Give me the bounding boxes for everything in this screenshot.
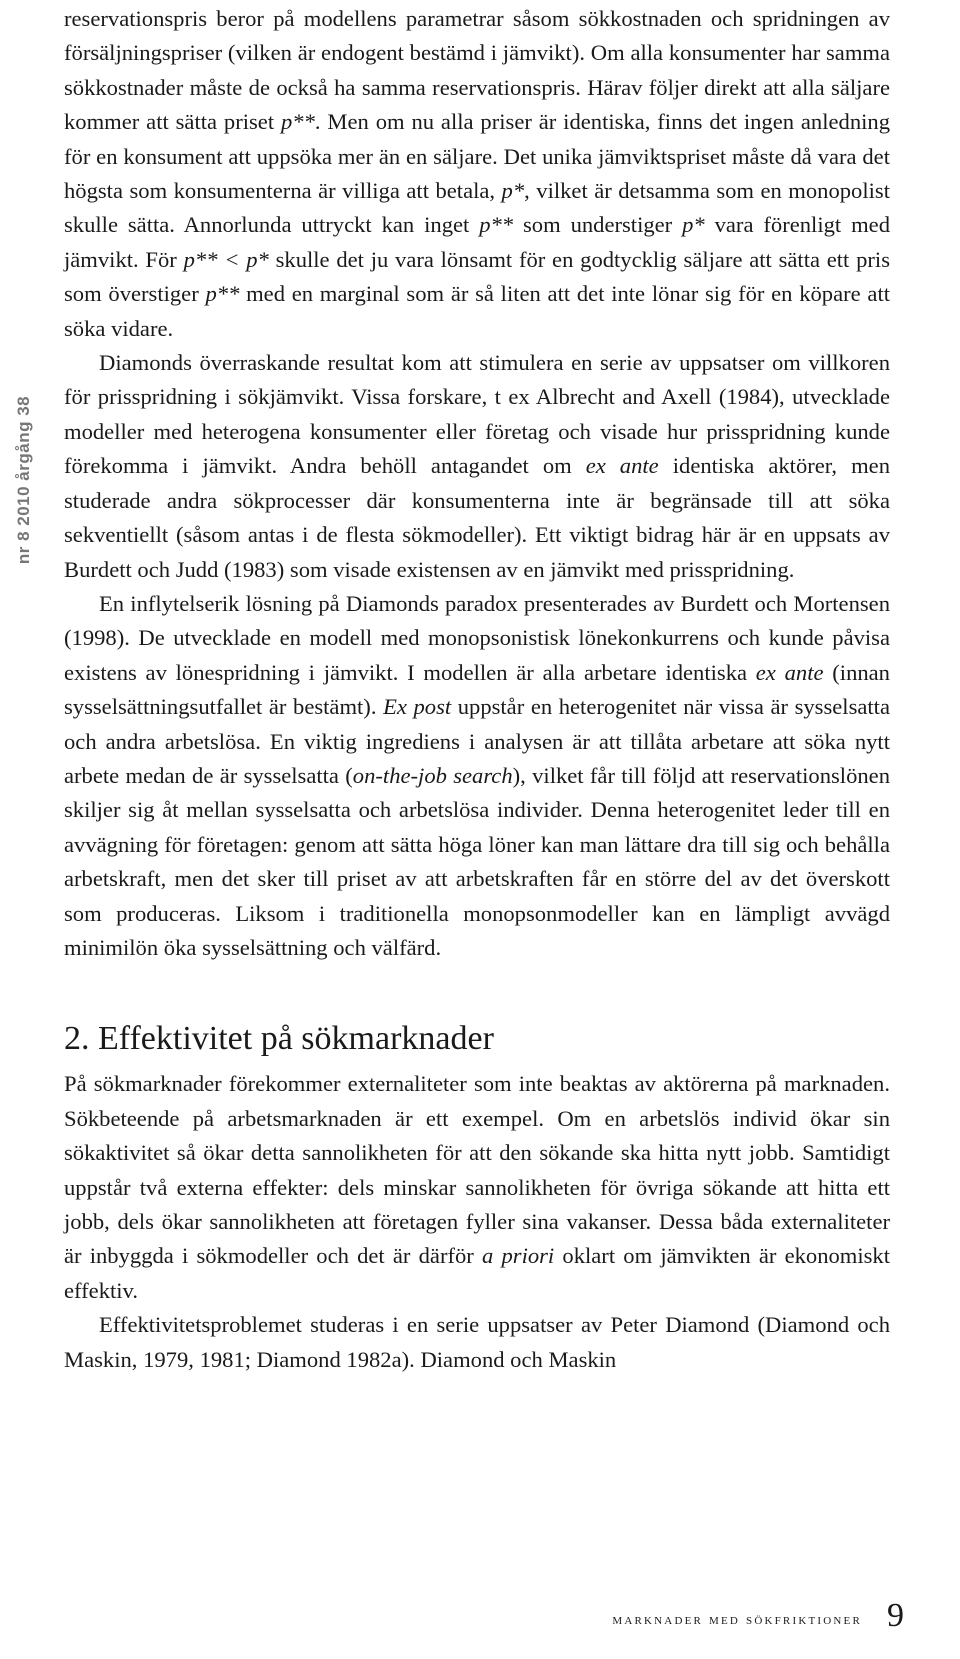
italic-term: a priori xyxy=(482,1243,555,1269)
paragraph-4: På sökmarknader förekommer externaliteter som inte beaktas av aktörerna på marknaden. Sökbeteende på arbetsmarknaden är ett exempel. Om en arbetslös individ ökar sin sökaktivitet så ökar detta sannolikheten för att den sökande ska hitta nytt jobb. Samtidigt uppstår två externa effekter: dels minskar sannolikheten för övriga sökande att hitta ett jobb, dels ökar sannolikheten att företagen fyller sina vakanser. Dessa båda externaliteter är inbyggda i sökmodeller och det är därför a priori oklart om jämvikten är ekonomiskt effektiv. xyxy=(64,1071,891,1303)
article-body xyxy=(64,2,890,1377)
math-term: p** < p* xyxy=(183,246,269,272)
math-term: p** xyxy=(281,109,315,135)
math-term: p** xyxy=(479,212,514,238)
paragraph-2: Diamonds överraskande resultat kom att stimulera en serie av uppsatser om villkoren för prisspridning i sökjämvikt. Vissa forskare, t ex Albrecht and Axell (1984), utvecklade modeller med heterogena konsumenter eller företag och visade hur prisspridning kunde förekomma i jämvikt. Andra behöll antagandet om ex ante identiska aktörer, men studerade andra sökprocesser där konsumenterna inte är begränsade till att söka sekventiellt (såsom antas i de flesta sökmodeller). Ett viktigt bidrag här är en uppsats av Burdett och Judd (1983) som visade existensen av en jämvikt med prisspridning. xyxy=(64,350,890,582)
page-number: 9 xyxy=(887,1597,904,1634)
italic-term: ex ante xyxy=(755,659,824,685)
math-term: p** xyxy=(205,281,240,307)
italic-term: ex ante xyxy=(585,453,659,479)
paragraph-1: reservationspris beror på modellens parametrar såsom sökkostnaden och spridningen av försäljningspriser (vilken är endogent bestämd i jämvikt). Om alla konsumenter har samma sökkostnader måste de också ha samma reservationspris. Härav följer direkt att alla säljare kommer att sätta priset p**. Men om nu alla priser är identiska, finns det ingen anledning för en konsument att uppsöka mer än en säljare. Det unika jämviktspriset måste då vara det högsta som konsumenterna är villiga att betala, p*, vilket är detsamma som en monopolist skulle sätta. Annorlunda uttryckt kan inget p** som understiger p* vara förenligt med jämvikt. För p** < p* skulle det ju vara lönsamt för en godtycklig säljare att sätta ett pris som överstiger p** med en marginal som är så liten att det inte lönar sig för en köpare att söka vidare. xyxy=(64,6,891,341)
paragraph-5: Effektivitetsproblemet studeras i en serie uppsatser av Peter Diamond (Diamond och Maskin, 1979, 1981; Diamond 1982a). Diamond och Maskin xyxy=(64,1312,890,1372)
italic-term: on-the-job search xyxy=(352,762,513,788)
italic-term: Ex post xyxy=(383,694,452,720)
journal-issue-label: nr 8 2010 årgång 38 xyxy=(14,395,33,565)
math-term: p* xyxy=(682,212,705,238)
math-term: p* xyxy=(501,178,525,204)
paragraph-3: En inflytelserik lösning på Diamonds paradox presenterades av Burdett och Mortensen (1998). De utvecklade en modell med monopsonistisk lönekonkurrens och kunde påvisa existens av lönespridning i jämvikt. I modellen är alla arbetare identiska ex ante (innan sysselsättningsutfallet är bestämt). Ex post uppstår en heterogenitet när vissa är sysselsatta och andra arbetslösa. En viktig ingrediens i analysen är att tillåta arbetare att söka nytt arbete medan de är sysselsatta (on-the-job search), vilket får till följd att reservationslönen skiljer sig åt mellan sysselsatta och arbetslösa individer. Denna heterogenitet leder till en avvägning för företagen: genom att sätta höga löner kan man lättare dra till sig och behålla arbetskraft, men det sker till priset av att arbetskraften får en större del av det överskott som produceras. Liksom i traditionella monopsonmodeller kan en lämpligt avvägd minimilön öka sysselsättning och välfärd. xyxy=(64,590,890,960)
running-footer-title: marknader med sökfriktioner xyxy=(612,1612,862,1628)
section-heading: 2. Effektivitet på sökmarknader xyxy=(64,1020,494,1058)
